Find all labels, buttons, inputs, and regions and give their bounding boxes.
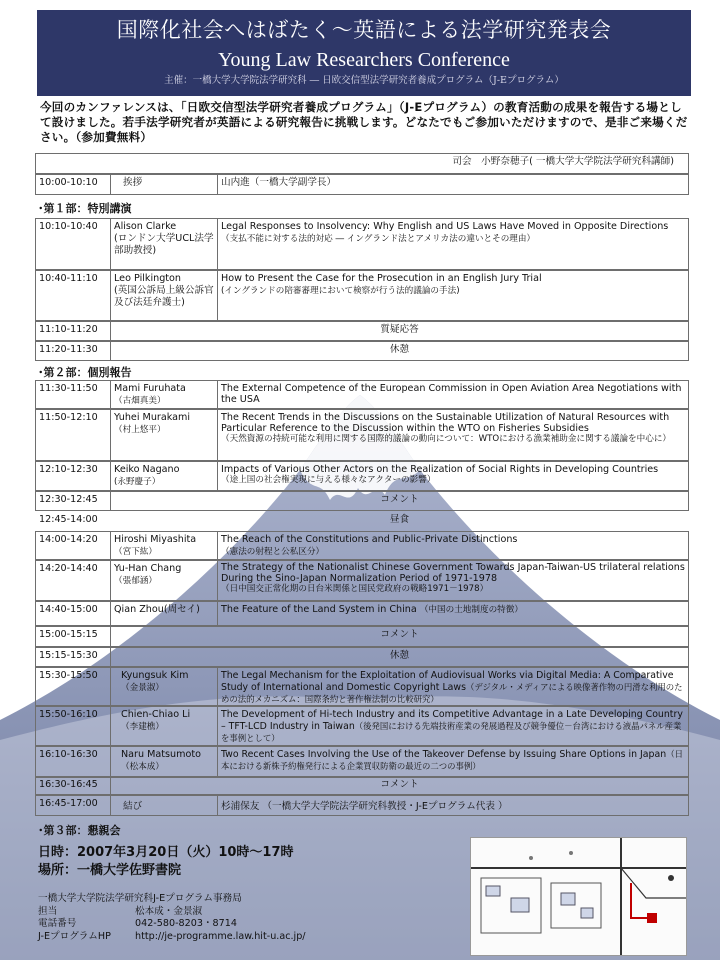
break-row <box>35 626 689 647</box>
speaker-affiliation: (英国公訴局上級公訴官及び法廷弁護士) <box>114 285 214 308</box>
break-row <box>35 511 689 531</box>
office-contact <box>38 893 306 943</box>
time-slot: 14:20-14:40 <box>36 561 111 600</box>
break-label: コメント <box>380 494 419 505</box>
schedule-row <box>35 270 689 321</box>
speaker-cell <box>111 410 218 460</box>
time-slot: 11:10-11:20 <box>36 322 111 340</box>
schedule-row <box>35 174 689 195</box>
talk-title-jp: （日本における新株予約権発行による企業買収防衛の最近の二つの事例） <box>221 749 683 771</box>
break-row <box>35 491 689 511</box>
break-label: 休憩 <box>389 344 410 355</box>
speaker-name: Naru Matsumoto <box>121 749 201 760</box>
speaker-name-jp: （松本成） <box>121 762 164 772</box>
talk-title-cell <box>218 747 688 776</box>
talk-title-en: The Reach of the Constitutions and Public-Private Distinctions <box>221 534 518 545</box>
time-slot: 14:40-15:00 <box>36 602 111 625</box>
speaker-name: Mami Furuhata <box>114 383 186 394</box>
time-slot: 12:45-14:00 <box>39 514 98 525</box>
chair-row <box>35 153 689 174</box>
speaker-name-jp: （宮下紘） <box>114 547 157 557</box>
talk-title-jp: （デジタル・メディアによる映像著作物の円滑な利用のための法的メカニズム：国際条約と著作権法制の比較研究） <box>221 682 683 704</box>
speaker-cell <box>111 561 218 600</box>
break-row <box>35 647 689 667</box>
schedule-row <box>35 461 689 491</box>
schedule-row <box>35 706 689 746</box>
schedule-row <box>35 746 689 777</box>
time-slot: 16:45-17:00 <box>36 796 111 815</box>
organizer-line: 主催：一橋大学大学院法学研究科 ― 日欧交信型法学研究者養成プログラム（J-Eプログラム） <box>164 75 564 86</box>
speaker-name-jp: （張郁涵） <box>114 576 157 586</box>
talk-title-en: The Recent Trends in the Discussions on the Sustainable Utilization of Natural Resources with Particular Reference to the Discussion within the WTO on Fisheries Subsidies <box>221 412 670 434</box>
talk-title-en: Two Recent Cases Involving the Use of the Takeover Defense by Issuing Share Options in Japan <box>221 749 667 760</box>
speaker-name: Yu-Han Chang <box>114 563 182 574</box>
schedule-row <box>35 601 689 626</box>
speaker-affiliation: (ロンドン大学UCL法学部助教授) <box>114 233 214 256</box>
break-row <box>35 777 689 795</box>
speaker-name: 山内進（一橋大学副学長） <box>221 177 337 188</box>
time-slot: 16:10-16:30 <box>36 747 111 776</box>
talk-title-cell <box>218 602 688 625</box>
time-slot: 15:30-15:50 <box>36 668 111 705</box>
talk-title-jp: （憲法の射程と公私区分） <box>221 547 325 557</box>
talk-title-en: How to Present the Case for the Prosecution in an English Jury Trial <box>221 273 542 284</box>
talk-title-en: Legal Responses to Insolvency: Why English and US Laws Have Moved in Opposite Directions <box>221 221 669 232</box>
talk-title-en: Impacts of Various Other Actors on the Realization of Social Rights in Developing Countries <box>221 464 659 475</box>
speaker-name: Alison Clarke <box>114 221 177 232</box>
speaker-name: Chien-Chiao Li <box>121 709 191 720</box>
speaker-cell <box>111 747 218 776</box>
speaker-name-jp: （李建樵） <box>121 722 164 732</box>
session-label: 挨拶 <box>111 175 218 194</box>
schedule-row <box>35 795 689 816</box>
time-slot: 11:50-12:10 <box>36 410 111 460</box>
time-slot: 10:40-11:10 <box>36 271 111 320</box>
talk-title-jp: （途上国の社会権実現に与える様々なアクターの影響） <box>221 475 436 485</box>
part3-heading: ･第３部：懇親会 <box>38 824 121 837</box>
talk-title-cell <box>218 381 688 408</box>
speaker-cell <box>111 532 218 559</box>
time-slot: 15:15-15:30 <box>36 648 111 666</box>
speaker-name-jp: （古畑真美） <box>114 396 166 406</box>
speaker-name: Hiroshi Miyashita <box>114 534 197 545</box>
speaker-cell <box>111 602 218 625</box>
talk-title-jp: （天然資源の持続可能な利用に関する国際的議論の動向について：WTOにおける漁業補助金に関する議論を中心に） <box>221 434 672 444</box>
break-label: 質疑応答 <box>380 324 419 335</box>
schedule-row <box>35 380 689 409</box>
talk-title-cell <box>218 532 688 559</box>
speaker-name: Qian Zhou(周セイ) <box>114 604 200 615</box>
speaker-name: Leo Pilkington <box>114 273 182 284</box>
conference-title-jp: 国際化社会へはばたく～英語による法学研究発表会 <box>116 18 612 42</box>
talk-title-jp: （後発国における先端技術産業の発展過程及び競争優位－台湾における液晶パネル産業を事例として） <box>221 721 682 743</box>
campus-map <box>470 837 687 956</box>
break-label: コメント <box>380 779 419 790</box>
break-row <box>35 341 689 361</box>
conference-header <box>37 10 691 96</box>
part1-heading: ･第１部：特別講演 <box>38 202 132 215</box>
talk-title-jp: （日中国交正常化期の日台米関係と国民党政府の戦略1971－1978） <box>221 584 489 594</box>
speaker-name: Kyungsuk Kim <box>121 670 189 681</box>
speaker-cell <box>111 707 218 745</box>
contact-label: 担当 <box>38 905 58 917</box>
talk-title-cell <box>218 271 688 320</box>
break-label: コメント <box>380 629 419 640</box>
speaker-name-jp: （金景淑） <box>121 683 164 693</box>
talk-title-cell <box>218 219 688 269</box>
event-venue: 場所：一橋大学佐野書院 <box>38 863 182 878</box>
hp-link[interactable]: http://je-programme.law.hit-u.ac.jp/ <box>135 930 306 942</box>
speaker-name-jp: （村上悠平） <box>114 425 166 435</box>
break-label: 昼食 <box>389 514 410 525</box>
speaker-name-jp: (永野慶子） <box>114 477 161 487</box>
break-label: 休憩 <box>389 650 410 661</box>
talk-title-cell <box>218 707 688 745</box>
phone-label: 電話番号 <box>38 918 77 929</box>
talk-title-cell <box>218 561 688 600</box>
part2-heading: ･第２部：個別報告 <box>38 366 132 379</box>
speaker-cell <box>111 381 218 408</box>
break-row <box>35 321 689 341</box>
speaker-cell <box>111 668 218 705</box>
talk-title-en: The Strategy of the Nationalist Chinese Government Towards Japan-Taiwan-US trilateral relations During the Sino-Japan Normalization Period of 1971-1978 <box>221 562 685 584</box>
office-name: 一橋大学大学院法学研究科J-Eプログラム事務局 <box>38 893 242 904</box>
conference-title-en: Young Law Researchers Conference <box>218 49 510 71</box>
talk-title-cell <box>218 410 688 460</box>
time-slot: 14:00-14:20 <box>36 532 111 559</box>
time-slot: 10:10-10:40 <box>36 219 111 269</box>
session-label: 結び <box>111 796 218 815</box>
schedule-row <box>35 409 689 461</box>
talk-title-en: The Legal Mechanism for the Exploitation of Audiovisual Works via Digital Media: A Comparative Study of International and Domestic Copyright Laws <box>221 670 674 693</box>
time-slot: 12:30-12:45 <box>36 492 111 510</box>
time-slot: 16:30-16:45 <box>36 778 111 794</box>
talk-title-cell <box>218 462 688 490</box>
schedule-row <box>35 560 689 601</box>
talk-title-jp: (イングランドの陪審審理において検察が行う法的議論の手法) <box>221 286 460 296</box>
talk-title-jp: （支払不能に対する法的対応 ― イングランド法とアメリカ法の違いとその理由） <box>221 234 536 244</box>
event-date: 日時：2007年3月20日（火）10時～17時 <box>38 845 294 860</box>
talk-title-en: The Development of Hi-tech Industry and its Competitive Advantage in a Late Developing Country – TFT-LCD Industry in Taiwan <box>221 709 683 732</box>
speaker-cell <box>111 219 218 269</box>
talk-title-en: The Feature of the Land System in China <box>221 604 417 615</box>
speaker-cell <box>111 271 218 320</box>
talk-title-jp: （中国の土地制度の特徴） <box>419 605 523 615</box>
intro-paragraph: 今回のカンファレンスは、「日欧交信型法学研究者養成プログラム」（J-Eプログラム）の教育活動の成果を報告する場として設けました。若手法学研究者が英語による研究報告に挑戦します。どなたでもご参加いただけますので、是非ご来場ください。（参加費無料） <box>40 100 688 144</box>
schedule-row <box>35 531 689 560</box>
speaker-name: Keiko Nagano <box>114 464 180 475</box>
hp-label: J-EプログラムHP <box>38 930 111 942</box>
speaker-cell <box>111 462 218 490</box>
schedule-row <box>35 218 689 270</box>
talk-title-en: The External Competence of the European Commission in Open Aviation Area Negotiations with the USA <box>221 383 682 405</box>
speaker-name: 杉浦保友 （一橋大学大学院法学研究科教授・J-Eプログラム代表 ） <box>221 801 508 812</box>
time-slot: 11:30-11:50 <box>36 381 111 408</box>
schedule-row <box>35 667 689 706</box>
time-slot: 15:00-15:15 <box>36 627 111 646</box>
campus-map-drawing <box>471 838 686 955</box>
event-info <box>38 844 294 880</box>
time-slot: 15:50-16:10 <box>36 707 111 745</box>
talk-title-cell <box>218 668 688 705</box>
chair-text: 司会 小野奈穂子( 一橋大学大学院法学研究科講師) <box>452 156 674 167</box>
speaker-name: Yuhei Murakami <box>114 412 190 423</box>
contact-value: 松本成・金景淑 <box>135 905 203 917</box>
time-slot: 11:20-11:30 <box>36 342 111 360</box>
phone-value: 042-580-8203・8714 <box>135 918 237 929</box>
time-slot: 10:00-10:10 <box>36 175 111 194</box>
time-slot: 12:10-12:30 <box>36 462 111 490</box>
